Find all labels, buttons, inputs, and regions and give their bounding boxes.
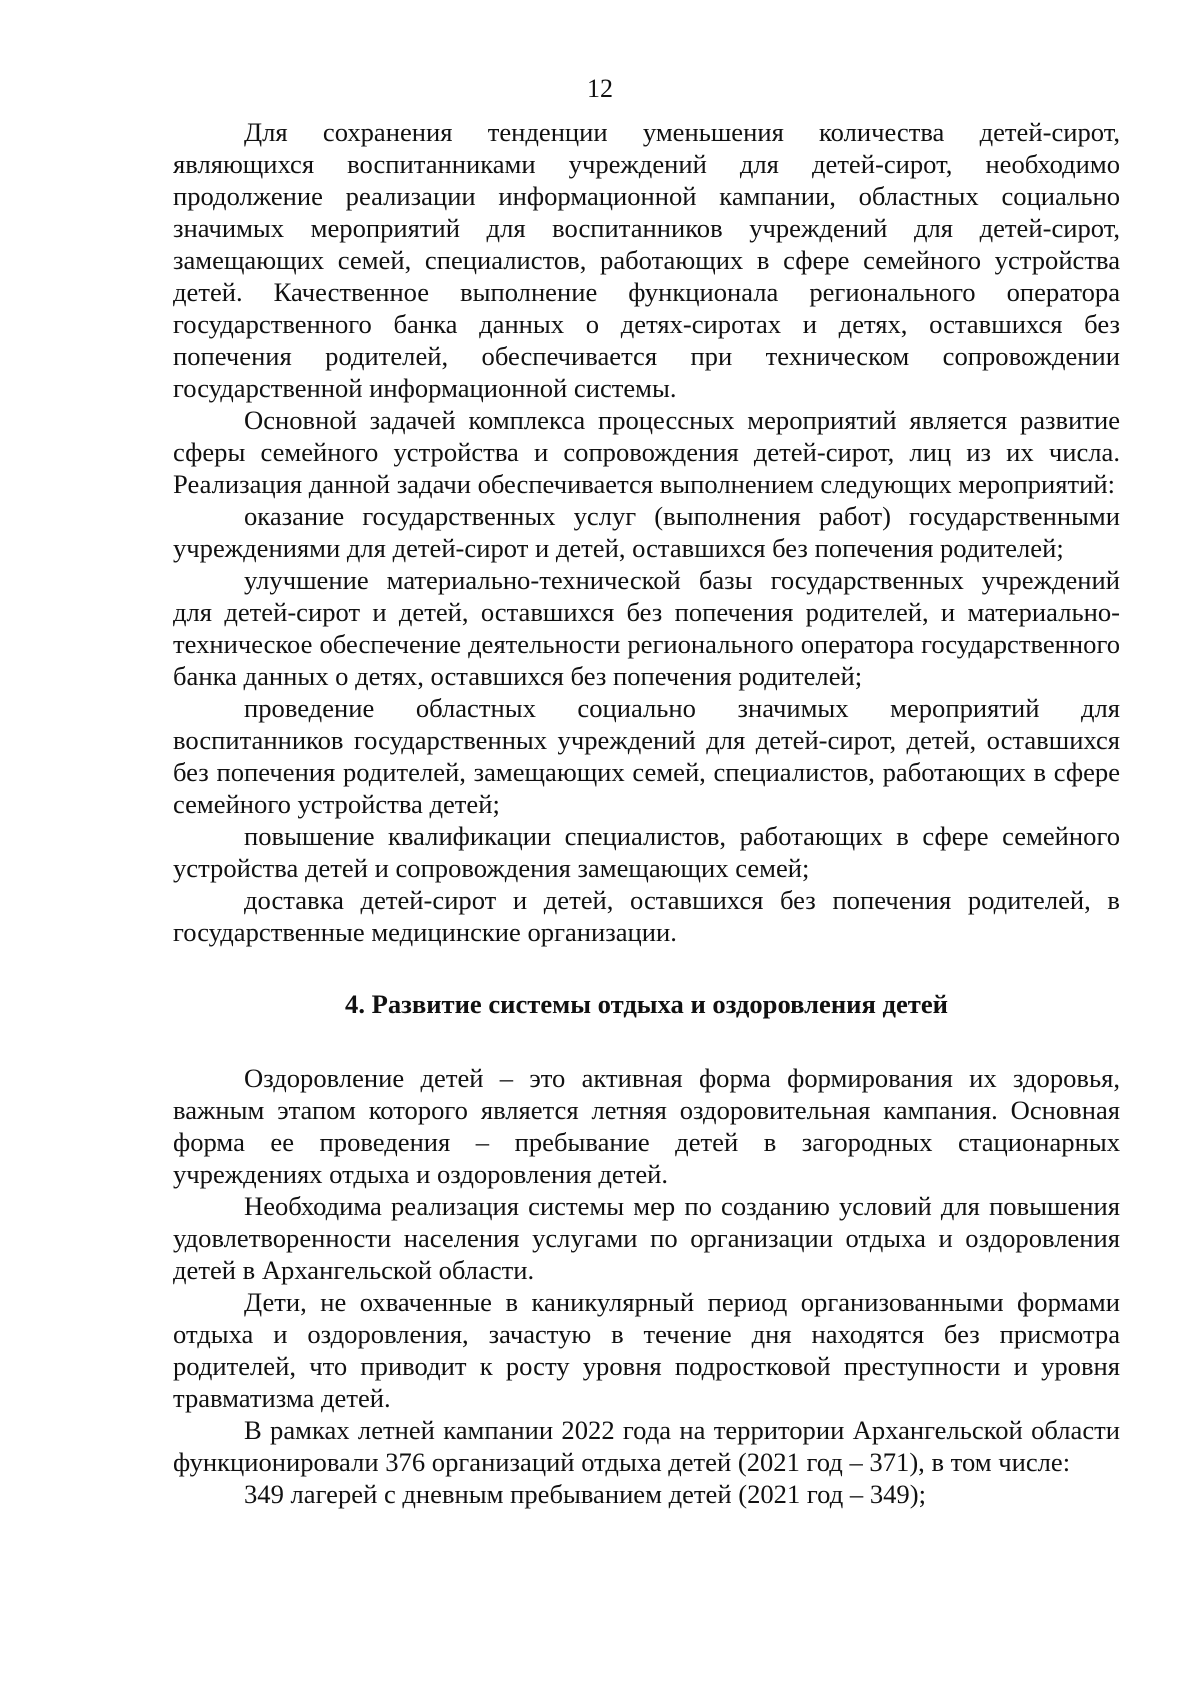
section-heading: 4. Развитие системы отдыха и оздоровления детей [345,989,948,1019]
list-item: проведение областных социально значимых мероприятий для воспитанников государственных учреждений для детей-сирот, детей, оставшихся без попечения родителей, замещающих семей, специалистов, работающих в сфере семейного устройства детей; [173,693,1120,819]
paragraph: Основной задачей комплекса процессных мероприятий является развитие сферы семейного устройства и сопровождения детей-сирот, лиц из их числа. Реализация данной задачи обеспечивается выполнением следующих мероприятий: [173,405,1120,499]
list-item: оказание государственных услуг (выполнения работ) государственными учреждениями для детей-сирот и детей, оставшихся без попечения родителей; [173,501,1120,563]
list-item: доставка детей-сирот и детей, оставшихся без попечения родителей, в государственные медицинские организации. [173,885,1120,947]
paragraph: Дети, не охваченные в каникулярный период организованными формами отдыха и оздоровления, зачастую в течение дня находятся без присмотра родителей, что приводит к росту уровня подростковой преступности и уровня травматизма детей. [173,1287,1120,1413]
page-number: 12 [587,74,613,103]
paragraph: В рамках летней кампании 2022 года на территории Архангельской области функционировали 376 организаций отдыха детей (2021 год – 371), в том числе: [173,1415,1120,1477]
paragraph: Необходима реализация системы мер по созданию условий для повышения удовлетворенности населения услугами по организации отдыха и оздоровления детей в Архангельской области. [173,1191,1120,1285]
list-item: 349 лагерей с дневным пребыванием детей (2021 год – 349); [244,1479,926,1509]
list-item: улучшение материально-технической базы государственных учреждений для детей-сирот и детей, оставшихся без попечения родителей, и материально-техническое обеспечение деятельности регионального оператора государственного банка данных о детях, оставшихся без попечения родителей; [173,565,1120,691]
page-body [173,116,1120,1510]
paragraph: Оздоровление детей – это активная форма формирования их здоровья, важным этапом которого является летняя оздоровительная кампания. Основная форма ее проведения – пребывание детей в загородных стационарных учреждениях отдыха и оздоровления детей. [173,1063,1120,1189]
paragraph: Для сохранения тенденции уменьшения количества детей-сирот, являющихся воспитанниками учреждений для детей-сирот, необходимо продолжение реализации информационной кампании, областных социально значимых мероприятий для воспитанников учреждений для детей-сирот, замещающих семей, специалистов, работающих в сфере семейного устройства детей. Качественное выполнение функционала регионального оператора государственного банка данных о детях-сиротах и детях, оставшихся без попечения родителей, обеспечивается при техническом сопровождении государственной информационной системы. [173,117,1120,403]
list-item: повышение квалификации специалистов, работающих в сфере семейного устройства детей и сопровождения замещающих семей; [173,821,1120,883]
